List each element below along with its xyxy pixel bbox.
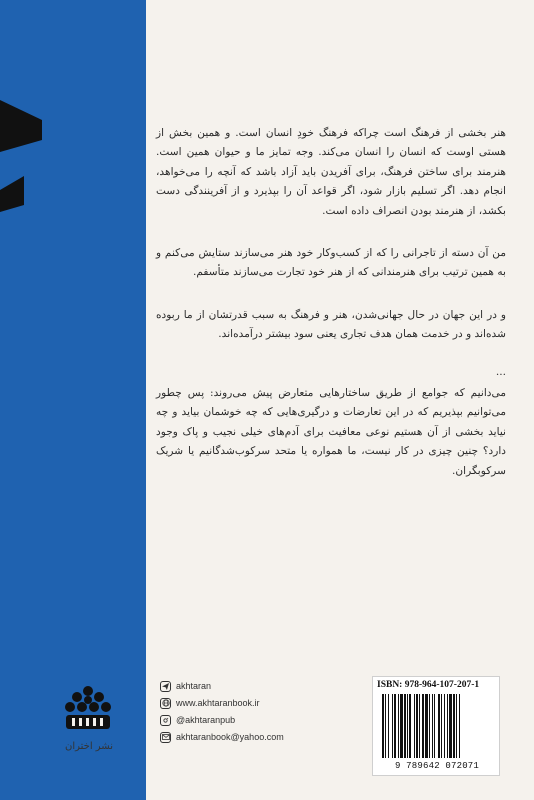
paragraph-text: من آن دسته از تاجرانی را که از کسب‌وکار خود هنر می‌سازند ستایش می‌کنم و به همین ترتیب برای هنرمندانی که از هنر خود تجارت می‌سازند متأسفم. <box>156 247 506 279</box>
barcode-bar <box>394 694 396 758</box>
barcode-bar <box>398 694 399 758</box>
contact-text: akhtaranbook@yahoo.com <box>176 732 284 742</box>
barcode-bar <box>444 694 445 758</box>
publisher-logo-icon <box>62 683 114 739</box>
contact-row-website <box>160 696 260 710</box>
barcode-bar <box>409 694 411 758</box>
barcode-bar <box>422 694 424 758</box>
barcode-bar <box>447 694 448 758</box>
paper-plane-icon <box>160 681 171 692</box>
barcode-bar <box>438 694 440 758</box>
barcode-bar <box>382 694 384 758</box>
barcode-bar <box>407 694 408 758</box>
black-abstract-shape <box>0 0 146 800</box>
barcode-bar <box>414 694 415 758</box>
envelope-icon <box>160 732 171 743</box>
contact-text: akhtaran <box>176 681 212 691</box>
barcode-graphic <box>380 694 494 760</box>
paragraph-3 <box>156 306 506 345</box>
isbn-barcode-box <box>372 676 500 776</box>
barcode-bar <box>456 694 457 758</box>
barcode-number: 9 789642 072071 <box>394 761 479 771</box>
contact-row-telegram <box>160 679 211 693</box>
barcode-bar <box>404 694 406 758</box>
globe-icon <box>160 698 171 709</box>
barcode-bar <box>400 694 403 758</box>
barcode-bar <box>388 694 389 758</box>
paragraph-1 <box>156 124 506 221</box>
contact-text: @akhtaranpub <box>176 715 236 725</box>
ellipsis-separator <box>156 363 506 382</box>
ellipsis-text: ... <box>495 366 506 378</box>
barcode-bar <box>449 694 452 758</box>
paragraph-text: هنر بخشی از فرهنگ است چراکه فرهنگ خودِ انسان است. و همین بخش از هستی اوست که انسان را انسان می‌کند. وجه تمایز ما و حیوان همین است. هنرمند برای ساختن فرهنگ، برای آفریدن باید آزاد باشد که آنچه را می‌خواهد، انجام دهد. اگر تسلیم بازار شود، اگر قواعد آن را بپذیرد و از آفرینندگی دست بکشد، از هنرمند بودن انصراف داده است. <box>156 127 506 217</box>
barcode-bar <box>425 694 428 758</box>
barcode-bar <box>419 694 420 758</box>
barcode-bar <box>434 694 435 758</box>
barcode-bar <box>429 694 430 758</box>
paragraph-text: و در این جهان در حال جهانی‌شدن، هنر و فرهنگ به سبب قدرتشان از ما ربوده شده‌اند و در خدمت همان هدف تجاری یعنی سود بیشتر درآمده‌اند. <box>156 309 506 341</box>
barcode-bar <box>453 694 455 758</box>
barcode-bar <box>385 694 386 758</box>
barcode-bar <box>392 694 393 758</box>
contact-row-email <box>160 730 284 744</box>
paragraph-2 <box>156 244 506 283</box>
barcode-bar <box>459 694 460 758</box>
publisher-name: نشر اختران <box>64 741 114 752</box>
paragraph-text: می‌دانیم که جوامع از طریق ساختارهایی متعارض پیش می‌روند: پس چطور می‌توانیم بپذیریم که در این تعارضات و درگیری‌هایی که چه خوشمان بیاید و چه نیاید بخشی از آن هستیم نوعی معافیت برای آدم‌های خیلی نجیب و پاک وجود دارد؟ چنین چیزی در کار نیست، ما همواره یا متحد سرکوب‌شدگانیم یا شریک سرکوبگران. <box>156 387 506 477</box>
contact-row-instagram <box>160 713 235 727</box>
isbn-label: ISBN: 978-964-107-207-1 <box>377 680 480 690</box>
barcode-bar <box>416 694 418 758</box>
barcode-bar <box>441 694 442 758</box>
contact-text: www.akhtaranbook.ir <box>176 698 260 708</box>
barcode-bar <box>432 694 433 758</box>
paragraph-5 <box>156 384 506 481</box>
instagram-icon <box>160 715 171 726</box>
